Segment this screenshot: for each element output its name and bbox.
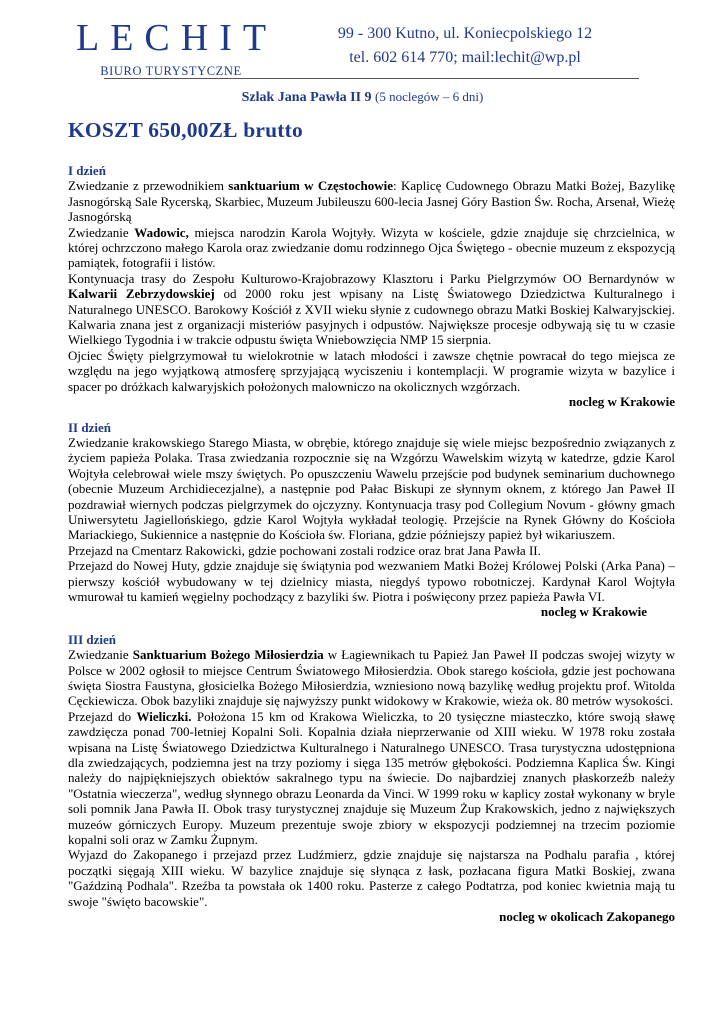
day-paragraph bbox=[68, 709, 675, 848]
contact-block bbox=[300, 22, 630, 70]
program-content bbox=[68, 163, 675, 925]
logo-name: LECHIT bbox=[76, 17, 278, 59]
text-segment: : Kaplicę Cudownego Obrazu Matki Bożej, Bazylikę Jasnogórską Sale Rycerską, Skarbiec, Muzeum Jubileuszu 600-lecia Jasnej Góry Bastion Św. Rocha, Arsenał, Wieżę Jasnogórską bbox=[68, 178, 675, 225]
day-heading: II dzień bbox=[68, 419, 111, 435]
trip-title-line bbox=[0, 89, 725, 106]
day-section bbox=[68, 420, 675, 620]
text-segment: Zwiedzanie z przewodnikiem bbox=[68, 178, 229, 194]
day-paragraph bbox=[68, 178, 675, 224]
day-section bbox=[68, 163, 675, 410]
spacer bbox=[68, 410, 675, 420]
day-paragraph bbox=[68, 225, 675, 271]
text-segment: Kontynuacja trasy do Zespołu Kulturowo-Krajobrazowy Klasztoru i Parku Pielgrzymów OO Bernardynów w bbox=[68, 270, 675, 286]
overnight-note: nocleg w okolicach Zakopanego bbox=[499, 909, 675, 925]
overnight-note: nocleg w Krakowie bbox=[568, 394, 675, 410]
place-name: Wieliczki. bbox=[136, 708, 192, 724]
trip-duration: (5 noclegów – 6 dni) bbox=[375, 89, 484, 104]
company-logo bbox=[66, 18, 276, 79]
place-name: sanktuarium w Częstochowie bbox=[228, 178, 393, 194]
address-line: 99 - 300 Kutno, ul. Koniecpolskiego 12 bbox=[337, 25, 593, 42]
day-paragraph: Przejazd do Nowej Huty, gdzie znajduje się świątynia pod wezwaniem Matki Bożej Królowej Polski (Arka Pana) – pierwszy kościół wybudowany w tej dzielnicy miasta, niegdyś typowo robotniczej. Kardynał Karol Wojtyła wmurował tu kamień węgielny pochodzący z bazyliki św. Piotra i poświęcony przez papieża Pawła VI. bbox=[68, 558, 675, 604]
text-segment: od 2000 roku jest wpisany na Listę Światowego Dziedzictwa Kulturalnego i Naturalnego UNESCO. Barokowy Kościół z XVII wieku słynie z cudownego obrazu Matki Boskiej Kalwaryjsckiej. Kalwaria znana jest z organizacji misteriów pasyjnych i odpustów. Największe procesje odbywają się tu w czasie Wielkiego Tygodnia i w trakcie odpustu święta Wniebowzięcia NMP 15 sierpnia. bbox=[68, 286, 675, 348]
text-segment: miejsca narodzin Karola Wojtyły. Wizyta w kościele, gdzie znajduje się chrzcielnica, w której ochrzczono małego Karola oraz zwiedzanie domu rodzinnego Ojca Świętego - obecnie muzeum z ekspozycją pamiątek, fotografii i listów. bbox=[68, 224, 675, 271]
day-section bbox=[68, 632, 675, 925]
day-paragraph bbox=[68, 647, 675, 709]
trip-title: Szlak Jana Pawła II 9 bbox=[241, 90, 372, 105]
day-paragraph bbox=[68, 271, 675, 348]
overnight-note: nocleg w Krakowie bbox=[540, 604, 647, 620]
text-segment: Zwiedzanie bbox=[68, 647, 133, 663]
spacer bbox=[68, 620, 675, 632]
day-paragraph: Zwiedzanie krakowskiego Starego Miasta, w obrębie, którego znajduje się wiele miejsc bezpośrednio związanych z życiem papieża Polaka. Trasa zwiedzania rozpocznie się na Wzgórzu Wawelskim wizytą w katedrze, gdzie Karol Wojtyła celebrował wiele mszy świętych. Po opuszczeniu Wawelu przejście pod budynek seminarium duchownego (obecnie Muzeum Archidiecezjalne), a następnie pod Pałac Biskupi ze słynnym oknem, z którego Jan Paweł II pozdrawiał wiernych podczas pielgrzymek do ojczyzny. Kontynuacja trasy pod Collegium Novum - główny gmach Uniwersytetu Jagiellońskiego, gdzie Karol Wojtyła wykładał teologię. Przejście na Rynek Główny do Kościoła Mariackiego, Sukiennice a następnie do Kościoła św. Floriana, gdzie późniejszy papież był wikariuszem. bbox=[68, 434, 675, 543]
day-heading: I dzień bbox=[68, 163, 106, 178]
trip-price: KOSZT 650,00ZŁ brutto bbox=[68, 118, 303, 142]
day-paragraph: Przejazd na Cmentarz Rakowicki, gdzie pochowani zostali rodzice oraz brat Jana Pawła II. bbox=[68, 542, 541, 558]
place-name: Sanktuarium Bożego Miłosierdzia bbox=[132, 647, 324, 663]
place-name: Wadowic, bbox=[134, 224, 189, 240]
day-heading: III dzień bbox=[68, 631, 117, 647]
day-paragraph: Wyjazd do Zakopanego i przejazd przez Ludźmierz, gdzie znajduje się najstarsza na Podhalu parafia , której początki sięgają XIII wieku. W bazylice znajduje się słynąca z łask, pozłacana figura Matki Boskiej, zwana "Gaździną Podhala". Rzeźba ta powstała ok 1400 roku. Pasterze z całego Podtatrza, pod koniec kwietnia mają tu swoje "święto bacowskie". bbox=[68, 847, 675, 909]
text-segment: Zwiedzanie bbox=[68, 224, 135, 240]
text-segment: Położona 15 km od Krakowa Wieliczka, to 20 tysięczne miasteczko, które swoją sławę zawdzięcza ponad 700-letniej Kopalni Soli. Kopalnia działa nieprzerwanie od XIII wieku. W 1978 roku została wpisana na Listę Światowego Dziedzictwa Kulturalnego i Naturalnego UNESCO. Trasa turystyczna udostępniona dla zwiedzających, podziemna jest na trzy poziomy i sięga 135 metrów głębokości. Podziemna Kaplica Św. Kingi należy do najpiękniejszych obiektów sakralnego typu na świecie. Do najbardziej znanych płaskorzeźb należy "Ostatnia wieczerza", według słynnego obrazu Leonarda da Vinci. W 1999 roku w kaplicy został wykonany w bryle soli pomnik Jana Pawła II. Obok trasy turystycznej znajduje się Muzeum Żup Krakowskich, jedno z największych muzeów górniczych Europy. Muzeum prezentuje swoje zbiory w ekspozycji podziemnej na trzecim poziomie kopalni soli oraz w Zamku Żupnym. bbox=[68, 708, 675, 848]
logo-subtitle: BIURO TURYSTYCZNE bbox=[100, 64, 242, 78]
day-paragraph: Ojciec Święty pielgrzymował tu wielokrotnie w latach młodości i zawsze chętnie powracał do tego miejsca ze względu na jego wyjątkową atmosferę sprzyjającą wyciszeniu i kontemplacji. W programie wizyta w bazylice i spacer po dróżkach kalwaryjskich położonych malowniczo na okolicznych wzgórzach. bbox=[68, 347, 675, 394]
header-divider bbox=[104, 78, 639, 79]
text-segment: w Łagiewnikach tu Papież Jan Paweł II podczas swojej wizyty w Polsce w 2002 ogłosił to miejsce Centrum Światowego Miłosierdzia. Obok starego kościoła, gdzie jest pochowana święta Siostra Faustyna, głosicielka Bożego Miłosierdzia, wzniesiono nową bazylikę według projektu prof. Witolda Cęckiewicza. Obok bazyliki znajduje się najwyższy punkt widokowy w Krakowie, wieża ok. 80 metrów wysokości. bbox=[68, 647, 676, 709]
contact-line: tel. 602 614 770; mail:lechit@wp.pl bbox=[349, 49, 581, 66]
place-name: Kalwarii Zebrzydowskiej bbox=[68, 286, 215, 302]
text-segment: Przejazd do bbox=[68, 708, 137, 724]
